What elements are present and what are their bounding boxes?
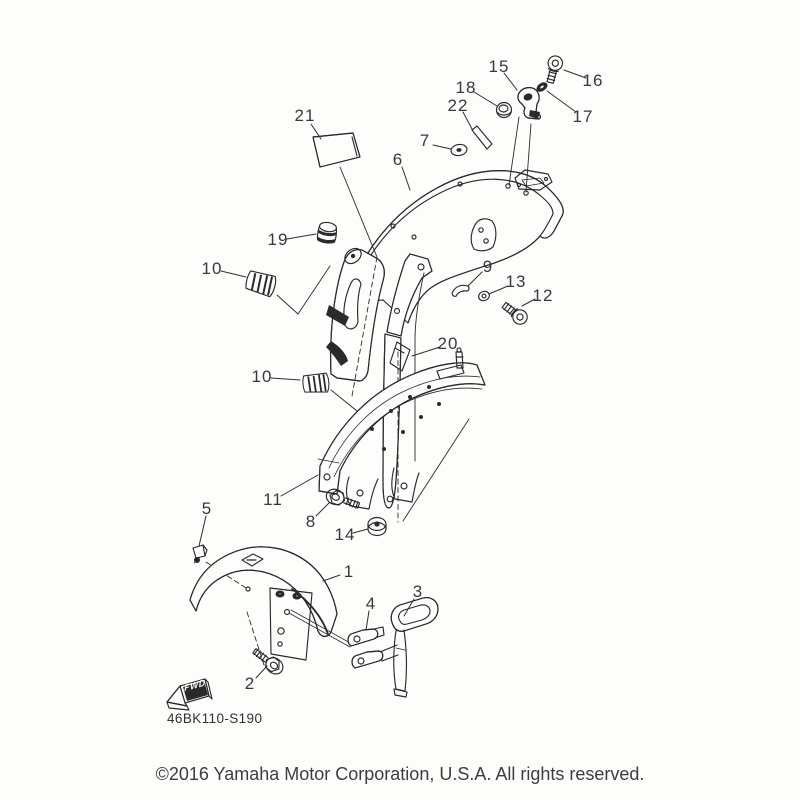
- callout-22: 22: [447, 96, 469, 115]
- part-22-strip: [472, 126, 492, 149]
- part-5-clamp: [193, 545, 207, 563]
- leader-line-20: [412, 347, 440, 356]
- part-15-bracket: [518, 88, 540, 119]
- part-18-nut: [497, 103, 512, 118]
- leader-line-10: [271, 378, 300, 380]
- leader-line-10: [221, 271, 246, 277]
- callout-15: 15: [488, 57, 510, 76]
- leader-line-18: [474, 92, 497, 106]
- leader-line-7: [433, 145, 451, 149]
- copyright-text: ©2016 Yamaha Motor Corporation, U.S.A. All rights reserved.: [155, 764, 645, 784]
- callout-19: 19: [267, 230, 289, 249]
- part-4-clamps: [348, 627, 384, 668]
- callout-16: 16: [582, 71, 604, 90]
- callout-14: 14: [334, 525, 356, 544]
- part-2-bolt: [250, 645, 286, 677]
- callout-2: 2: [244, 674, 256, 693]
- callout-3: 3: [412, 582, 424, 601]
- leader-line-5: [199, 516, 206, 546]
- fwd-label: FWD: [184, 677, 206, 694]
- callout-6: 6: [392, 150, 404, 169]
- part-9-damper: [452, 283, 470, 298]
- callout-10: 10: [251, 367, 273, 386]
- callout-13: 13: [505, 272, 527, 291]
- part-10-clip-upper: [244, 270, 277, 298]
- leader-line-6: [402, 167, 410, 190]
- part-16-bolt: [543, 54, 564, 84]
- callout-12: 12: [532, 286, 554, 305]
- leader-line-1: [323, 575, 340, 581]
- callout-7: 7: [419, 131, 431, 150]
- part-19-grommet: [317, 221, 338, 244]
- callout-4: 4: [365, 594, 377, 613]
- leader-line-9: [468, 272, 482, 286]
- callout-18: 18: [455, 78, 477, 97]
- callout-21: 21: [294, 106, 316, 125]
- callout-10: 10: [201, 259, 223, 278]
- part-3-stay-bracket: [380, 598, 438, 697]
- leader-line-11: [281, 475, 318, 496]
- callout-17: 17: [572, 107, 594, 126]
- part-8-bolt: [324, 487, 361, 513]
- part-10-clip-lower: [302, 373, 329, 394]
- part-12-bolt: [500, 299, 530, 327]
- part-7-washer: [450, 143, 468, 157]
- leader-line-19: [287, 234, 316, 239]
- part-14-nut: [368, 518, 386, 536]
- diagram-part-code: 46BK110-S190: [167, 711, 263, 726]
- part-13-washer: [477, 290, 490, 302]
- part-1-front-fender: [190, 547, 355, 660]
- leader-line-8: [316, 503, 329, 516]
- callout-9: 9: [482, 257, 494, 276]
- callout-20: 20: [437, 334, 459, 353]
- callout-5: 5: [201, 499, 213, 518]
- callout-8: 8: [305, 512, 317, 531]
- callout-11: 11: [263, 490, 283, 509]
- leader-line-2: [256, 666, 267, 678]
- callout-1: 1: [343, 562, 355, 581]
